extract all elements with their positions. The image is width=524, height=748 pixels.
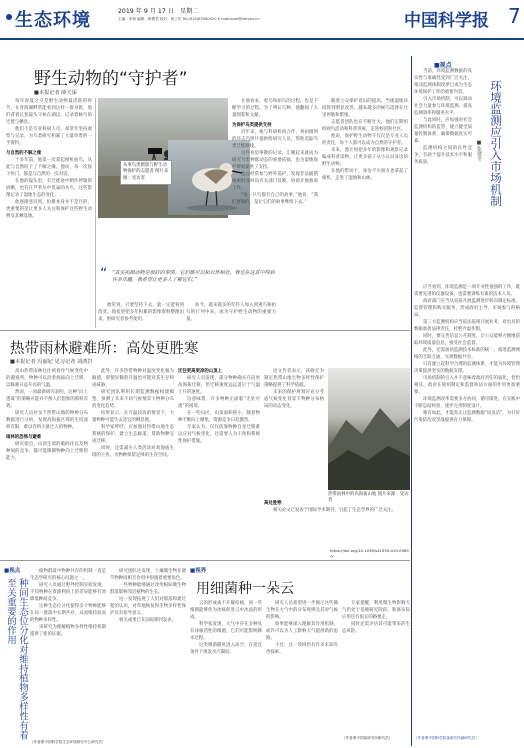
article2-column-1: 高山热带雨林往往被看作气候变化中的避难所，物种可以沿着海拔向上迁移，以躲避日益升高的气温。 然而，一项最新研究表明，这种“向上逃离”的策略可能并不像人们想象的那样有效。 研究人员对多个热带山地的物种分布数据进行分析，发现高海拔区域的生境面积有限，难以容纳大量迁入的物种。 雨林的恐怖与避难 研究指出，山顶生境的破碎化以及物种间的竞争，都可能限制物种向上迁移的能力。 [6,369,88,461]
article3-byline: ■张建冬 [476,140,482,161]
article1-column-2: 他常说，只要坚持下去，就一定能看到改变。他希望把多年积累的影像资料整理出来，供研究者参考使用。 [98,303,184,322]
article5-label: ■视界 [190,568,207,574]
article3-author-note: （作者系中国科学院某研究所副研究员） [414,736,479,740]
article1-photo-caption: 从事鸟类摄影与野生动物保护的志愿者 图片来源：受访者 [120,160,172,185]
column-divider [411,56,412,746]
issue-date-line [118,6,288,15]
issue-weekday: 星期二 [179,8,199,15]
article2-subhead3: 高处胜寒 [264,501,282,506]
section-rule [0,330,410,331]
article4-label: ■视点 [4,568,21,574]
article5-author-note: （作者系中国某研究所研究员） [342,736,393,740]
article2-column-3: 迁往更高更凉的山顶上 研究人员发现，部分物种确实在向更高海拔迁移，但迁移速度远远落后于气温上升的速度。 这意味着，许多物种正面临“无处可逃”的困境。 在一些山区，山顶面积狭小，随着物种不断向上聚集，资源竞争日趋激烈。 专家认为，仅仅依靠物种自身迁移难以应对气候变化，还需要人为干预和系统性保护措施。 [178,369,260,444]
header-rule [0,38,524,40]
article1-column-5: 随着公众保护意识的提高，当地湿地环境得到明显改善，越来越多的候鸟选择在这里停歇和繁殖。 志愿者团队也在不断壮大，他们定期组织观鸟活动和科普讲座，走进校园和社区。 他说，保护野生动物不仅仅是专业人员的责任，每个人都可以成为自然的守护者。 未来，他计划把多年的影像和观察记录编成科普读物，让更多孩子从小认识身边的野生动物。 在他的带动下，身边不少朋友也拿起了相机，走进了湿地和山林。 [322,99,408,181]
article5-column-3: 专家提醒，利用微生物影响天气仍处于基础研究阶段，距离实际应用还有很长的路要走。 同时还需评估其可能带来的生态风险。 [342,601,410,634]
article3-title: 环境监测应引入市场机制 [489,80,503,207]
mountain-forest-illustration [328,368,410,490]
article1-column-4: 在他看来，观鸟和拍鸟的过程，也是不断学习的过程。为了辨认鸟种，他翻阅了大量图鉴和文献。 为保护鸟类提供支持 近年来，他与科研机构合作，将拍摄到的环志鸟照片提供给研究人员，帮助追踪鸟类迁徙路线。 这些看似零散的记录，汇聚起来就成为研究鸟类种群动态的重要依据，也为湿地保护规划提供了支持。 他还经常参与野外巡护，发现非法捕猎线索时及时向有关部门反映，协助开展救助工作。 “每一只鸟都有自己的故事，”他说，“我们要做的，是让它们的故事继续下去。” [232,99,318,205]
article2-column-4: 论文作者表示，该研究为制定热带山地生物多样性保护策略提供了科学依据。 未来的保护规划应充分考虑气候变化背景下物种分布格局的动态变化。 [264,369,324,409]
paper-name-logo: 中国科学报 [404,11,489,31]
article1-subhead2: 为保护鸟类提供支持 [232,123,272,128]
article4-column-2: 研究团队还发现，土壤微生物在调节物种间相互作用中扮演着重要角色。 一些物种能够通过改变根际微生物群落影响邻近植物的生长。 这一发现拓展了人们对群落构建过程的认识，对草地恢复和生物多样性保护具有指导意义。 相关成果已在国际期刊发表。 [110,569,186,623]
quote-mark-icon: “ [100,266,108,282]
article2-byline: ■本报记者 冯丽妃 见习记者 刘鸿岩 [10,359,93,365]
boxed-author-note: （作者系中国科学院生态环境研究中心研究员） [30,740,106,744]
article3-label: ■视点 [434,62,452,69]
article2-photo [328,368,410,490]
article2-column-5: 高处胜寒 相关论文已发表于国际学术期刊，引起了生态学界的广泛关注。 [264,500,410,556]
article2-column-2: 此外，许多热带物种对温度变化极为敏感，即使轻微的升温也可能对其生存构成威胁。 研究团队利用长期监测数据构建模型，预测了未来不同气候情景下物种分布的变化趋势。 结果显示，在升温较高的情景下，大量物种可能失去适宜的栖息地。 科学家呼吁，应加强对热带山地生态系统的保护，建立生态廊道，帮助物种完成迁移。 同时，还需减少人类活动对高海拔生境的干扰，为物种保留足够的生存空间。 [92,369,174,458]
article1-column-3: 如今，越来越多的年轻人加入到观鸟和拍鸟的行列中来，成为守护野生动物的重要力量。 [186,303,276,322]
issue-date: 2019 年 9 月 17 日 [118,8,174,15]
article2-subhead2: 迁往更高更凉的山顶上 [178,369,222,374]
article1-quote: “其实拍摄动物是很好的事情。它们都可以和自然相处，我也在这其中得到许多乐趣，我希望让更多人了解它们。” [112,270,275,283]
article1-title: 野生动物的“守护者” [34,69,188,89]
article4-title: 种间生态位分化对维持植物多样性有着至关重要的作用 [5,578,28,740]
article1-column-1: 每年春夏之交是野生动物最活跃的时节，在青海湖畔常能看到这样一群身影，他们背着长焦镜头守候在湖边，记录着候鸟的迁徙与栖息。 他们不是专业科研人员，却常年坚持观察与记录，为鸟类研究积累了大量珍贵的一手资料。 与自然的不解之缘 十多年前，他第一次拿起相机拍鸟，从此与自然结下了不解之缘。他说，每一次按下快门，都是与自然的一次对话。 在他的镜头里，有迁徙途中稍作停歇的鸻鹬，也有在芦苇丛中筑巢的水鸟。这些影像记录了湿地生态的变化。 他逐渐意识到，拍摄本身并不是目的，更重要的是让更多人关注和保护这些野生动物及其栖息地。 [6,99,92,219]
article2-link[interactable]: https://doi.org/10.1038/s41559-019-0989-y [330,548,409,558]
article3-column-1: 当前，环境监测数据的真实性与准确性受到广泛关注，推动监测体制改革已成为生态环境保护工作的重要内容。 引入市场机制，可以调动社会力量参与环境监测，提高监测效率和服务水平。 与此同时，应加强对社会监测机构的监管，建立健全质量控制体系，确保数据真实可靠。 监测机构之间的良性竞争，有助于提升技术水平和服务质量。 [414,69,472,165]
article3-column-2: 应当看到，环境监测是一项专业性很强的工作，既需要先进的仪器设备，也需要训练有素的技术人员。 政府部门应当从直接开展监测逐步转向制定标准、监督管理和购买服务，形成政府主导、市场参与的格局。 第三方监测机构应当依法依规开展业务，对出具的数据承担法律责任，杜绝弄虚作假。 同时，要完善信息公开制度，让公众能够方便地获取环境质量信息，接受社会监督。 此外，还需加快监测技术标准的统一，推进监测网络的互联互通，实现数据共享。 只有建立起科学合理的监测体系，才能为环境管理决策提供坚实的数据支撑。 市场机制的引入并不意味着政府责任的弱化，恰恰相反，政府在规则制定和监督执法方面的作用更加重要。 环境监测改革需要多方协同，循序渐进，在实践中不断总结经验，逐步完善制度设计。 唯有如此，才能真正让监测数据“说真话”，为打好污染防治攻坚战提供有力保障。 [414,285,520,423]
article1-byline: ■本报记者 薛天深 [34,90,77,96]
section-dot-icon [6,14,12,20]
article5-column-1: 云的形成离不开凝结核，而一些细菌能够作为冰核促进云中冰晶的形成。 科学家发现，大气中存在多种具有冰核活性的细菌，它们可能影响降水过程。 这类细菌随风进入高空，在适宜条件下诱发水汽凝结。 [190,601,262,655]
page-header [0,0,524,40]
page-number: 7 [508,4,521,28]
article4-column-1: 植物群落中物种共存的机制一直是生态学研究的核心问题之一。 研究人员通过野外控制实验发现，不同物种在资源利用上的差异能够有效降低种间竞争。 这种生态位分化使得多个物种能够在同一群落中长期共存，从而维持较高的物种多样性。 该研究为理解植物多样性维持机制提供了新的证据。 [30,569,106,637]
article2-subhead1: 雨林的恐怖与避难 [6,435,42,440]
article5-title: 用细菌种一朵云 [196,581,294,597]
section-rule [0,560,410,561]
column-divider [95,98,96,328]
article1-subhead1: 与自然的不解之缘 [6,151,42,156]
article2-photo-caption: 热带雨林中的高海拔山地 图片来源：受访者 [328,492,409,504]
editor-credits: 主编：李晨 编辑：陈俊君 校对：何工作 Tel:(010)62580920 E-mail:xsxb@stimes.cn [118,17,260,21]
section-title: 生态环境 [15,10,91,31]
article2-title: 热带雨林避难所：高处更胜寒 [10,341,199,357]
article5-column-2: 研究人员希望进一步揭示这些微生物在大气中的分布规律及其对气候的影响。 如果能够深入理解其作用机制，或许可以为人工影响天气提供新的思路。 不过，这一领域仍有许多未知有待探索。 [266,601,338,655]
